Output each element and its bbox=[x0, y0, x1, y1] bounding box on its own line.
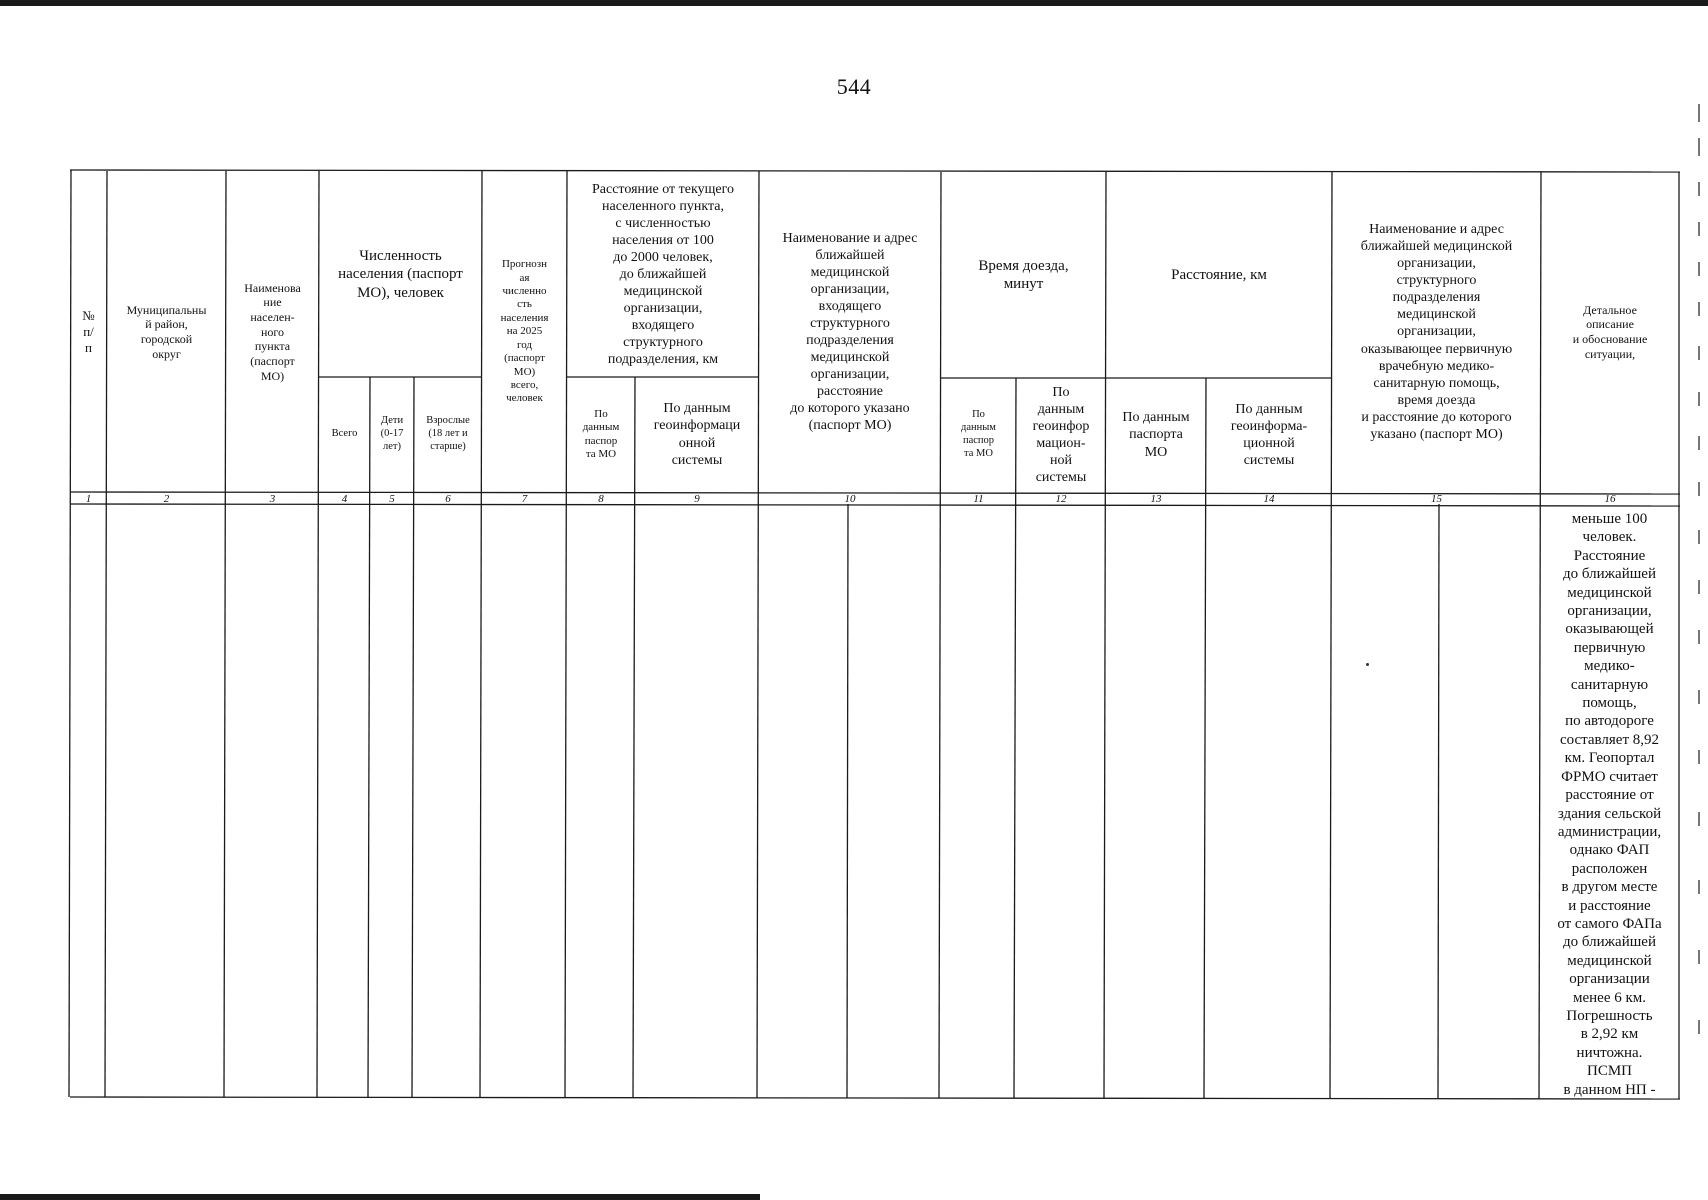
column-number: 16 bbox=[1604, 492, 1616, 505]
column-number: 11 bbox=[973, 492, 984, 505]
header-population-adults: Взрослые (18 лет и старше) bbox=[426, 415, 470, 452]
header-distance-gis: По данным геоинформаци онной системы bbox=[653, 401, 741, 468]
header-distance-km-gis: По данным геоинформа- ционной системы bbox=[1230, 401, 1308, 469]
column-number: 7 bbox=[521, 492, 528, 505]
header-population: Численность населения (паспорт МО), человек bbox=[338, 248, 463, 301]
page-number: 544 bbox=[836, 74, 872, 99]
column-number: 9 bbox=[694, 492, 700, 505]
header-forecast-population: Прогнозн ая численно сть населения на 2025 год (паспорт МО) всего, человек bbox=[500, 258, 549, 405]
column-number: 8 bbox=[598, 492, 604, 505]
header-row-number: № п/ п bbox=[82, 308, 95, 355]
column-number: 6 bbox=[445, 492, 451, 505]
header-travel-time: Время доезда, минут bbox=[978, 257, 1069, 292]
column-number: 14 bbox=[1263, 492, 1275, 505]
header-distance-km-passport: По данным паспорта МО bbox=[1122, 410, 1190, 460]
header-distance-to-structural-unit: Расстояние от текущего населенного пункта, с численностью населения от 100 до 2000 человек, до ближайшей медицинской организации, входящего структурного подразделения, км bbox=[592, 181, 734, 368]
header-distance-km: Расстояние, км bbox=[1171, 266, 1267, 283]
header-primary-care-organization: Наименование и адрес ближайшей медицинской организации, структурного подразделения медицинской организации, оказывающее первичную врачебную медико- санитарную помощь, время доезда и расстояние до которого указано (паспорт МО) bbox=[1360, 221, 1513, 442]
column-number: 4 bbox=[341, 492, 348, 505]
column-number: 2 bbox=[163, 492, 170, 505]
column-number: 3 bbox=[269, 492, 276, 505]
column-number: 13 bbox=[1150, 492, 1162, 505]
header-district: Муниципальны й район, городской округ bbox=[126, 302, 207, 361]
column-number: 10 bbox=[844, 492, 856, 505]
header-nearest-organization: Наименование и адрес ближайшей медицинской организации, входящего структурного подразделения медицинской организации, расстояние до которого указано (паспорт МО) bbox=[782, 230, 918, 434]
header-population-total: Всего bbox=[331, 428, 358, 440]
scan-speck bbox=[1366, 663, 1369, 666]
header-travel-time-passport: По данным паспор та МО bbox=[961, 409, 996, 459]
header-distance-passport: По данным паспор та МО bbox=[582, 407, 620, 460]
header-settlement-name: Наименова ние населен- ного пункта (паспорт МО) bbox=[244, 280, 301, 383]
header-travel-time-gis: По данным геоинфор мацион- ной системы bbox=[1032, 384, 1090, 486]
header-detailed-description: Детальное описание и обоснование ситуации, bbox=[1572, 302, 1648, 361]
column-number: 1 bbox=[85, 492, 92, 505]
column-number: 5 bbox=[389, 492, 395, 505]
header-population-children: Дети (0-17 лет) bbox=[380, 415, 404, 452]
detailed-description-text: меньше 100 человек. Расстояние до ближайшей медицинской организации, оказывающей первичную медико- санитарную помощь, по автодороге составляет 8,92 км. Геопортал ФРМО считает расстояние от здания сельской администрации, однако ФАП расположен в другом месте и расстояние от самого ФАПа до ближайшей медицинской организации менее 6 км. Погрешность в 2,92 км ничтожна. ПСМП в данном НП - bbox=[1557, 511, 1662, 1098]
column-number: 12 bbox=[1055, 492, 1067, 505]
column-number: 15 bbox=[1431, 492, 1442, 505]
